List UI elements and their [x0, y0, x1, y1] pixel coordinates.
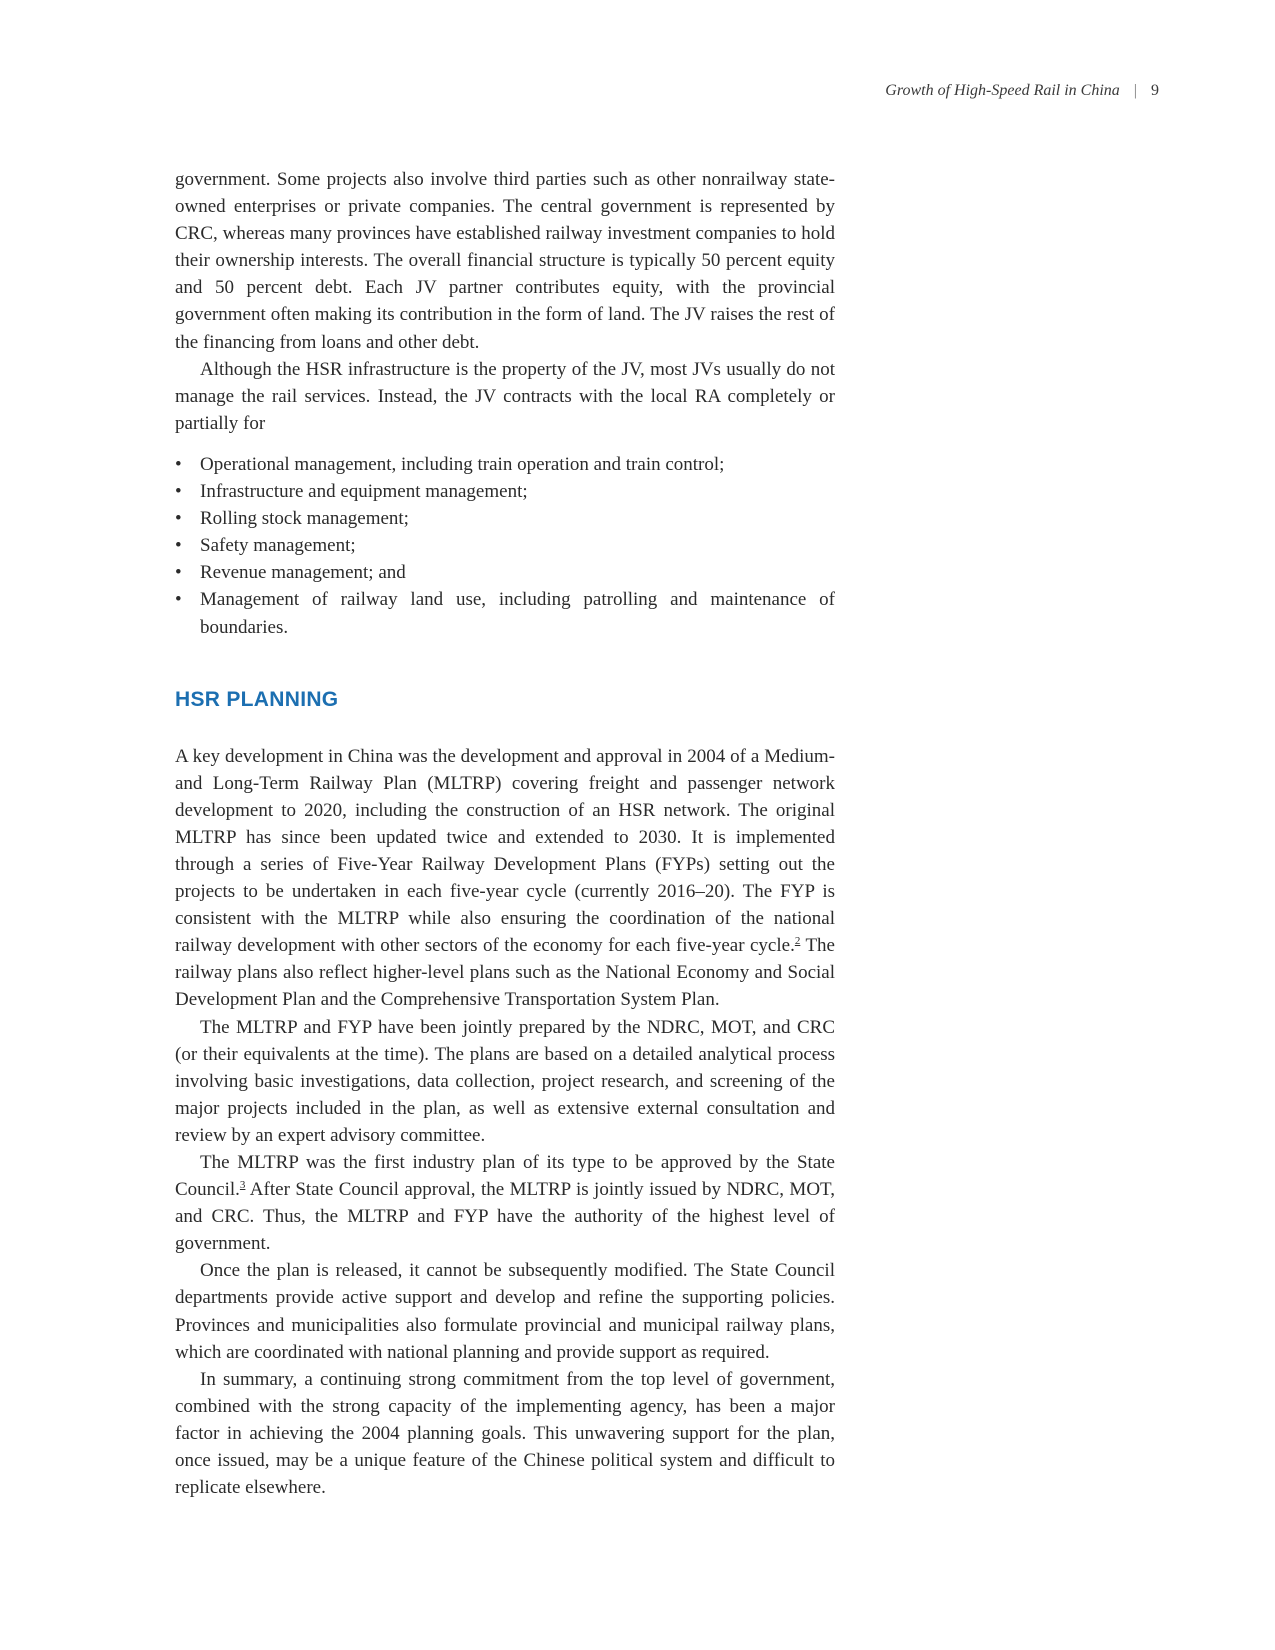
intro-paragraph-2: Although the HSR infrastructure is the property of the JV, most JVs usually do not manage the rail services. Instead, the JV contracts with the local RA completely or partially for	[175, 358, 835, 434]
paragraph-text: After State Council approval, the MLTRP is jointly issued by NDRC, MOT, and CRC. Thus, the MLTRP and FYP have the authority of the highest level of government.	[175, 1179, 835, 1255]
page-body	[175, 166, 835, 1501]
list-item	[175, 532, 835, 559]
bullet-marker: •	[175, 481, 182, 503]
planning-paragraph-3	[175, 1149, 835, 1257]
list-item	[175, 478, 835, 505]
section-heading: HSR PLANNING	[175, 687, 339, 711]
paragraph-text: A key development in China was the development and approval in 2004 of a Medium- and Long-Term Railway Plan (MLTRP) covering freight and passenger network development to 2020, including the construction of an HSR network. The original MLTRP has since been updated twice and extended to 2030. It is implemented through a series of Five-Year Railway Development Plans (FYPs) setting out the projects to be undertaken in each five-year cycle (currently 2016–20). The FYP is consistent with the MLTRP while also ensuring the coordination of the national railway development with other sectors of the economy for each five-year cycle.	[175, 745, 835, 957]
planning-paragraph-1	[175, 743, 835, 1014]
footnote-reference[interactable]: 3	[239, 1179, 246, 1192]
planning-paragraph-4: Once the plan is released, it cannot be subsequently modified. The State Council departments provide active support and develop and refine the supporting policies. Provinces and municipalities also formulate provincial and municipal railway plans, which are coordinated with national planning and provide support as required.	[175, 1260, 835, 1363]
responsibility-list	[175, 451, 835, 641]
header-separator: |	[1133, 82, 1137, 99]
list-item-text: Operational management, including train operation and train control;	[200, 453, 725, 475]
intro-paragraph-1: government. Some projects also involve third parties such as other nonrailway state-owned enterprises or private companies. The central government is represented by CRC, whereas many provinces have established railway investment companies to hold their ownership interests. The overall financial structure is typically 50 percent equity and 50 percent debt. Each JV partner contributes equity, with the provincial government often making its contribution in the form of land. The JV raises the rest of the financing from loans and other debt.	[175, 169, 835, 353]
footnote-reference[interactable]: 2	[794, 935, 801, 948]
paragraph-text: The railway plans also reflect higher-level plans such as the National Economy and Social Development Plan and the Comprehensive Transportation System Plan.	[175, 935, 835, 1011]
running-title: Growth of High-Speed Rail in China	[885, 82, 1120, 99]
bullet-marker: •	[175, 453, 182, 475]
section-body	[175, 743, 835, 1502]
list-item-text: Management of railway land use, including patrolling and maintenance of boundaries.	[200, 589, 835, 638]
list-item	[175, 586, 835, 640]
running-header	[885, 82, 1159, 100]
bullet-marker: •	[175, 535, 182, 557]
paragraph-text: The MLTRP was the first industry plan of its type to be approved by the State Council.	[175, 1152, 835, 1201]
list-item-text: Rolling stock management;	[200, 508, 409, 530]
page-number: 9	[1151, 82, 1159, 99]
planning-paragraph-5: In summary, a continuing strong commitment from the top level of government, combined with the strong capacity of the implementing agency, has been a major factor in achieving the 2004 planning goals. This unwavering support for the plan, once issued, may be a unique feature of the Chinese political system and difficult to replicate elsewhere.	[175, 1368, 835, 1499]
list-item	[175, 559, 835, 586]
bullet-marker: •	[175, 589, 182, 611]
list-item-text: Revenue management; and	[200, 562, 406, 584]
list-item-text: Safety management;	[200, 535, 356, 557]
bullet-marker: •	[175, 508, 182, 530]
bullet-marker: •	[175, 562, 182, 584]
list-item	[175, 505, 835, 532]
list-item	[175, 451, 835, 478]
planning-paragraph-2: The MLTRP and FYP have been jointly prepared by the NDRC, MOT, and CRC (or their equivalents at the time). The plans are based on a detailed analytical process involving basic investigations, data collection, project research, and screening of the major projects included in the plan, as well as extensive external consultation and review by an expert advisory committee.	[175, 1016, 835, 1146]
list-item-text: Infrastructure and equipment management;	[200, 481, 528, 503]
